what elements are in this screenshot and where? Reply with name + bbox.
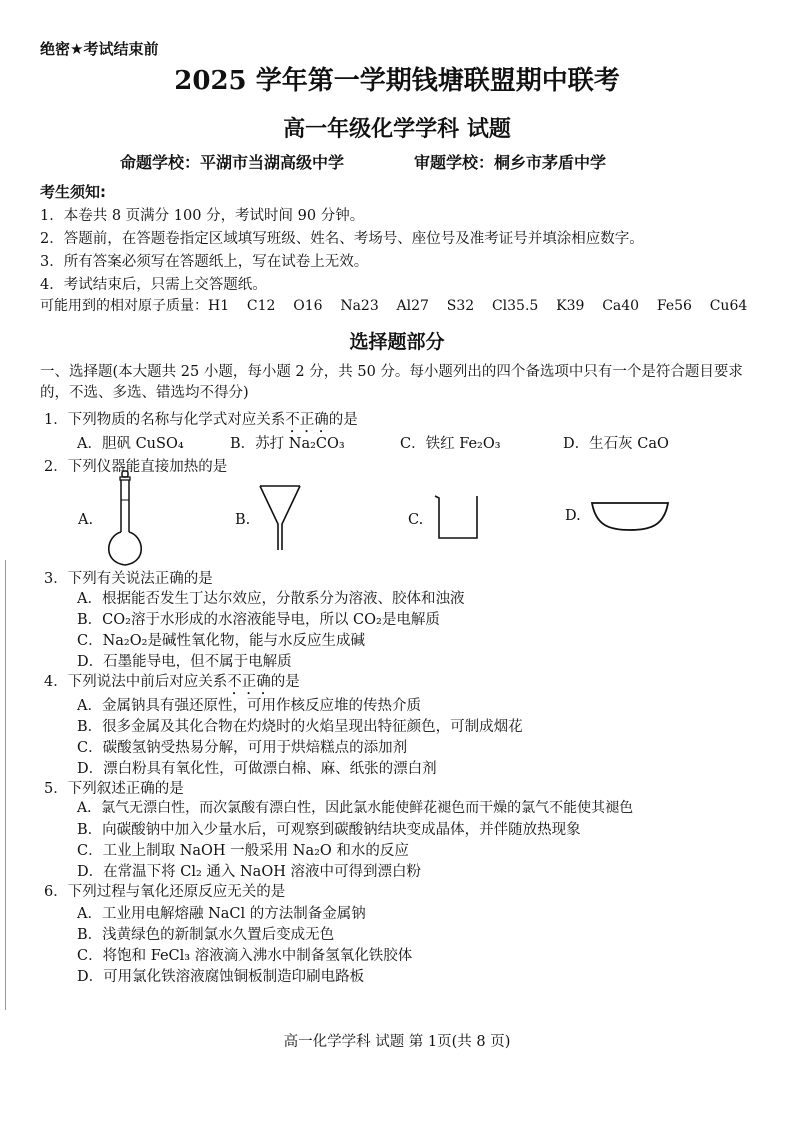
option-c[interactable]: C．铁红 Fe₂O₃	[400, 436, 501, 452]
option-b[interactable]: B．苏打 Na₂CO₃	[230, 436, 345, 452]
section-title: 选择题部分	[349, 331, 445, 353]
option-c[interactable]: C．Na₂O₂是碱性氧化物，能与水反应生成碱	[77, 633, 365, 649]
option-a[interactable]: A．胆矾 CuSO₄	[77, 436, 184, 452]
notice-heading: 考生须知:	[40, 183, 106, 201]
evaporating-dish-icon	[590, 500, 670, 532]
page-footer: 高一化学学科 试题 第 1页(共 8 页)	[283, 1034, 511, 1050]
option-a[interactable]: A．根据能否发生丁达尔效应，分散系分为溶液、胶体和浊液	[77, 591, 465, 607]
option-d[interactable]: D．石墨能导电，但不属于电解质	[77, 654, 292, 670]
school-info	[120, 150, 606, 173]
notice-item: 3．所有答案必须写在答题纸上，写在试卷上无效。	[40, 254, 369, 270]
option-c[interactable]: C.	[408, 512, 424, 528]
question-2-stem: 2．下列仪器能直接加热的是	[44, 459, 228, 475]
option-b[interactable]: B．浅黄绿色的新制氯水久置后变成无色	[77, 927, 335, 943]
option-a[interactable]: A．氯气无漂白性，而次氯酸有漂白性，因此氯水能使鲜花褪色而干燥的氯气不能使其褪色	[77, 800, 634, 816]
option-c[interactable]: C．碳酸氢钠受热易分解，可用于烘焙糕点的添加剂	[77, 740, 408, 756]
confidential-mark: 绝密★考试结束前	[40, 40, 159, 58]
option-a[interactable]: A．金属钠具有强还原性，可用作核反应堆的传热介质	[77, 698, 421, 714]
option-b[interactable]: B．CO₂溶于水形成的水溶液能导电，所以 CO₂是电解质	[77, 612, 440, 628]
option-c[interactable]: C．工业上制取 NaOH 一般采用 Na₂O 和水的反应	[77, 843, 409, 859]
option-b[interactable]: B.	[235, 512, 251, 528]
question-3-stem: 3．下列有关说法正确的是	[44, 571, 213, 587]
exam-subtitle: 高一年级化学学科 试题	[283, 116, 511, 142]
option-d[interactable]: D．漂白粉具有氧化性，可做漂白棉、麻、纸张的漂白剂	[77, 761, 437, 777]
question-5-stem: 5．下列叙述正确的是	[44, 781, 184, 797]
funnel-icon	[258, 484, 302, 552]
option-d[interactable]: D.	[565, 508, 581, 524]
review-school: 审题学校：桐乡市茅盾中学	[414, 153, 607, 172]
beaker-icon	[433, 492, 481, 542]
notice-item: 2．答题前，在答题卷指定区域填写班级、姓名、考场号、座位号及准考证号并填涂相应数字。	[40, 231, 644, 247]
option-b[interactable]: B．向碳酸钠中加入少量水后，可观察到碳酸钠结块变成晶体，并伴随放热现象	[77, 822, 581, 838]
option-a[interactable]: A．工业用电解熔融 NaCl 的方法制备金属钠	[77, 906, 366, 922]
option-b[interactable]: B．很多金属及其化合物在灼烧时的火焰呈现出特征颜色，可制成烟花	[77, 719, 523, 735]
atomic-mass-line: 可能用到的相对原子质量：H1 C12 O16 Na23 Al27 S32 Cl35.5 K39 Ca40 Fe56 Cu64	[40, 298, 748, 314]
scan-edge-line	[5, 560, 6, 1010]
question-1-stem: 1．下列物质的名称与化学式对应关系不正确的是	[44, 412, 358, 428]
section-intro: 一、选择题(本大题共 25 小题，每小题 2 分，共 50 分。每小题列出的四个备选项中只有一个是符合题目要求的，不选、多选、错选均不得分)	[40, 364, 743, 401]
notice-item: 1．本卷共 8 页满分 100 分，考试时间 90 分钟。	[40, 208, 365, 224]
notice-item: 4．考试结束后，只需上交答题纸。	[40, 277, 267, 293]
volumetric-flask-icon	[104, 470, 146, 568]
option-a[interactable]: A.	[78, 512, 94, 528]
option-d[interactable]: D．在常温下将 Cl₂ 通入 NaOH 溶液中可得到漂白粉	[77, 864, 421, 880]
option-c[interactable]: C．将饱和 FeCl₃ 溶液滴入沸水中制备氢氧化铁胶体	[77, 948, 413, 964]
question-4-stem: 4．下列说法中前后对应关系不正确的是	[44, 674, 300, 690]
question-6-stem: 6．下列过程与氧化还原反应无关的是	[44, 884, 286, 900]
option-d[interactable]: D．生石灰 CaO	[563, 436, 669, 452]
author-school: 命题学校：平湖市当湖高级中学	[120, 153, 345, 172]
exam-title: 2025 学年第一学期钱塘联盟期中联考	[174, 66, 620, 96]
question-1-options	[0, 432, 794, 452]
option-d[interactable]: D．可用氯化铁溶液腐蚀铜板制造印刷电路板	[77, 969, 365, 985]
